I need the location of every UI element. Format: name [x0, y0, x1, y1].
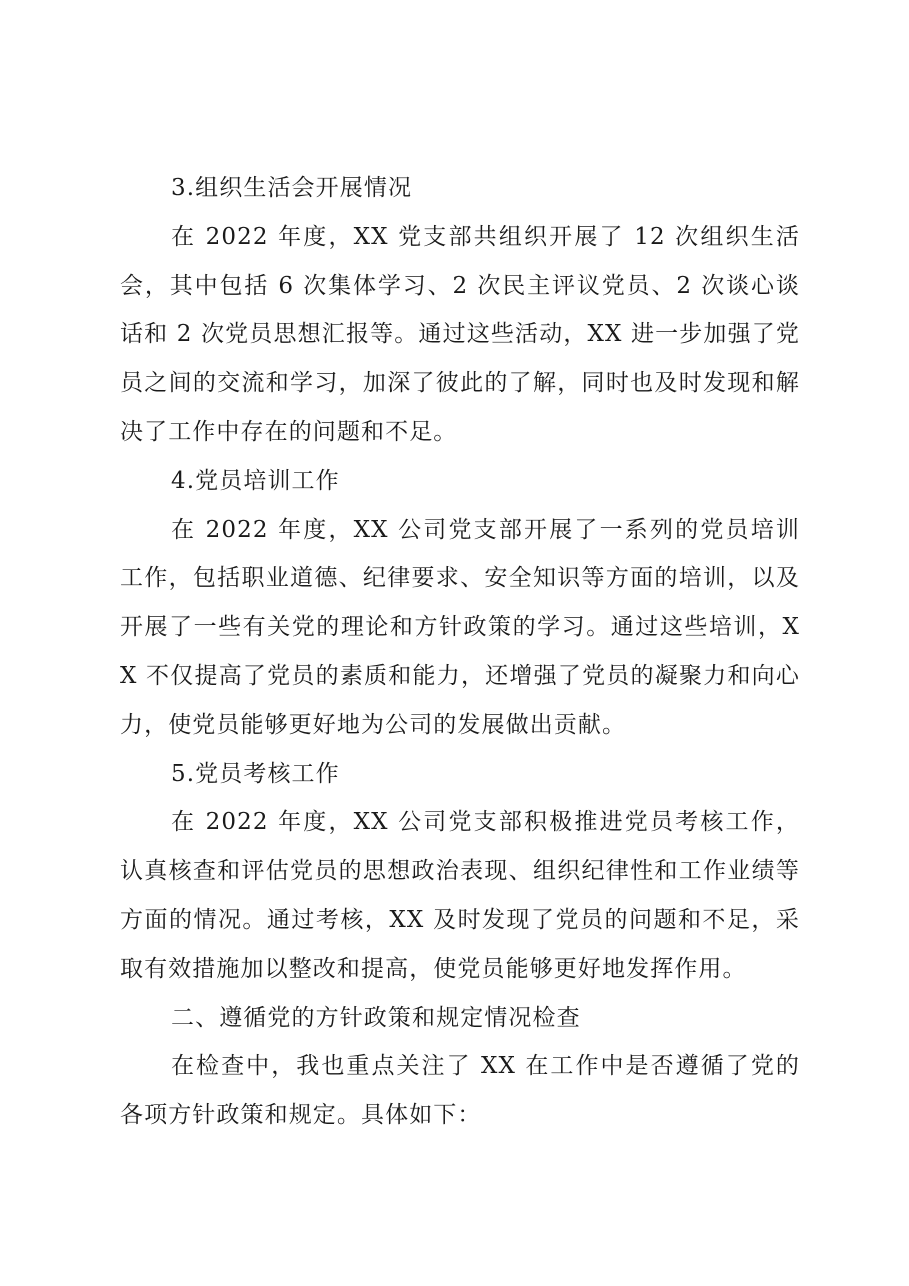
section-heading-organization-life: 3.组织生活会开展情况: [171, 175, 413, 201]
document-page: [120, 164, 800, 1140]
section-body-member-assessment: 在 2022 年度，XX 公司党支部积极推进党员考核工作，认真核查和评估党员的思想政治表现、组织纪律性和工作业绩等方面的情况。通过考核，XX 及时发现了党员的问题和不足，采取有效措施加以整改和提高，使党员能够更好地发挥作用。: [120, 809, 800, 982]
section-heading-member-training: 4.党员培训工作: [171, 467, 340, 494]
section-body-member-training: 在 2022 年度，XX 公司党支部开展了一系列的党员培训工作，包括职业道德、纪律要求、安全知识等方面的培训，以及开展了一些有关党的理论和方针政策的学习。通过这些培训，XX 不仅提高了党员的素质和能力，还增强了党员的凝聚力和向心力，使党员能够更好地为公司的发展做出贡献。: [120, 516, 800, 738]
section-heading-policy-compliance: 二、遵循党的方针政策和规定情况检查: [171, 1004, 581, 1031]
section-body-policy-compliance: 在检查中，我也重点关注了 XX 在工作中是否遵循了党的各项方针政策和规定。具体如下：: [120, 1053, 800, 1129]
section-heading-member-assessment: 5.党员考核工作: [171, 760, 340, 787]
section-body-organization-life: 在 2022 年度，XX 党支部共组织开展了 12 次组织生活会，其中包括 6 次集体学习、2 次民主评议党员、2 次谈心谈话和 2 次党员思想汇报等。通过这些活动，XX 进一步加强了党员之间的交流和学习，加深了彼此的了解，同时也及时发现和解决了工作中存在的问题和不足。: [120, 223, 800, 445]
